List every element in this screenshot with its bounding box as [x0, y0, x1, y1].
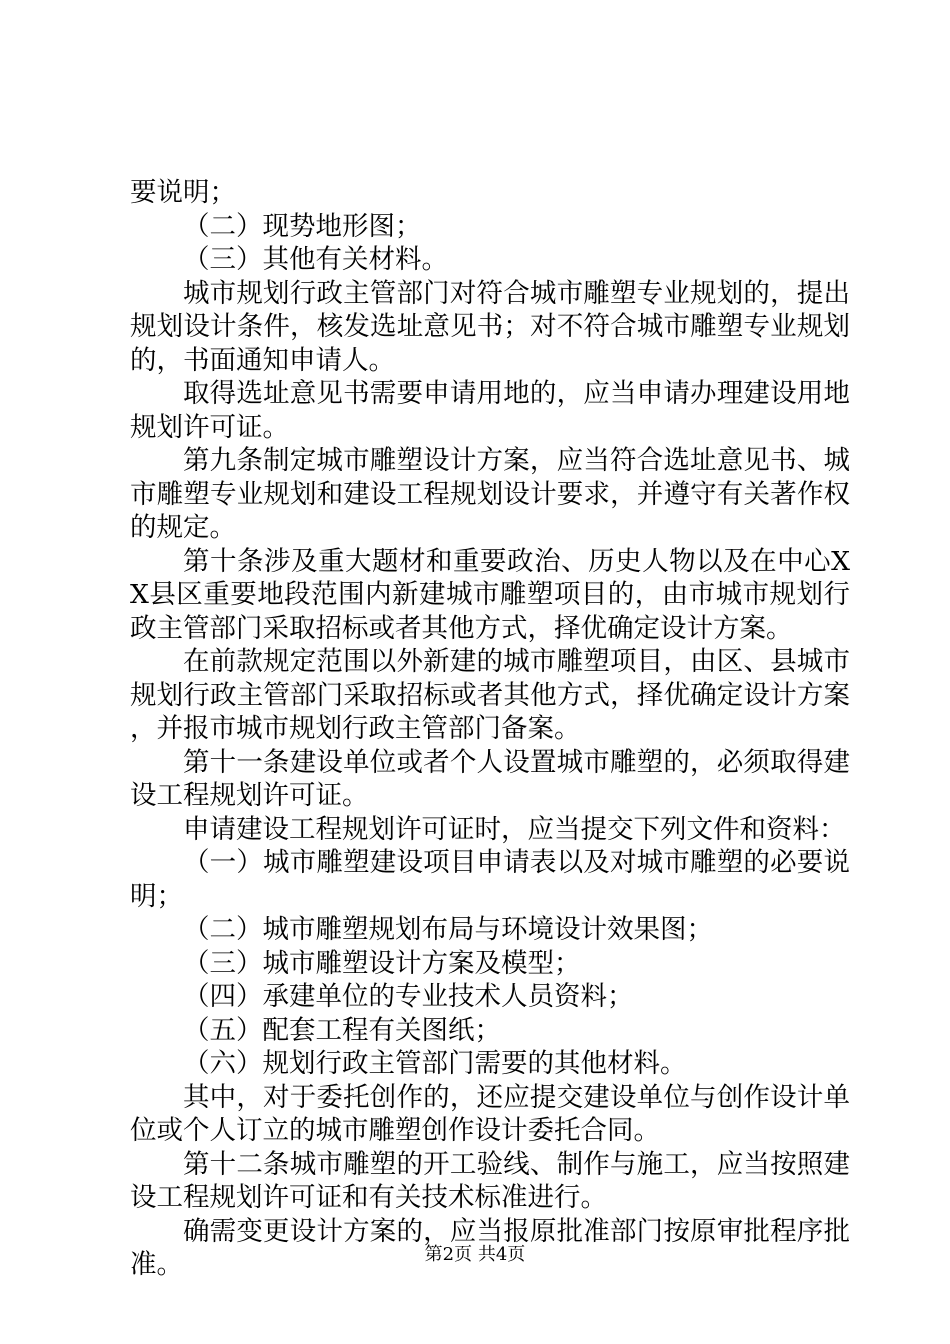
article-paragraph: 第十二条城市雕塑的开工验线、制作与施工，应当按照建设工程规划许可证和有关技术标准进行。: [130, 1148, 850, 1213]
paragraph: 在前款规定范围以外新建的城市雕塑项目，由区、县城市规划行政主管部门采取招标或者其他方式，择优确定设计方案，并报市城市规划行政主管部门备案。: [130, 646, 850, 744]
list-item-paragraph: （二）现势地形图；: [183, 210, 422, 242]
page-footer: 第2页 共4页: [424, 1244, 526, 1265]
article-paragraph: 第九条制定城市雕塑设计方案，应当符合选址意见书、城市雕塑专业规划和建设工程规划设计要求，并遵守有关著作权的规定。: [130, 445, 850, 543]
list-item-paragraph: （三）其他有关材料。: [183, 244, 448, 275]
paragraph: 取得选址意见书需要申请用地的，应当申请办理建设用地规划许可证。: [130, 378, 850, 443]
list-item-paragraph: （四）承建单位的专业技术人员资料；: [183, 981, 634, 1012]
list-item-paragraph: （二）城市雕塑规划布局与环境设计效果图；: [183, 914, 713, 945]
article-paragraph: 第十一条建设单位或者个人设置城市雕塑的，必须取得建设工程规划许可证。: [130, 746, 850, 811]
list-item-paragraph: （三）城市雕塑设计方案及模型；: [183, 947, 581, 979]
paragraph: 其中，对于委托创作的，还应提交建设单位与创作设计单位或个人订立的城市雕塑创作设计委托合同。: [130, 1081, 850, 1146]
article-paragraph: 第十条涉及重大题材和重要政治、历史人物以及在中心XX县区重要地段范围内新建城市雕塑项目的，由市城市规划行政主管部门采取招标或者其他方式，择优确定设计方案。: [130, 545, 850, 644]
list-item-paragraph: （五）配套工程有关图纸；: [183, 1014, 501, 1046]
paragraph: 确需变更设计方案的，应当报原批准部门按原审批程序批准。: [130, 1215, 850, 1280]
document-body: [130, 176, 850, 1282]
list-item-paragraph: （一）城市雕塑建设项目申请表以及对城市雕塑的必要说明；: [130, 847, 850, 912]
list-item-paragraph: （六）规划行政主管部门需要的其他材料。: [183, 1048, 687, 1079]
paragraph: 城市规划行政主管部门对符合城市雕塑专业规划的，提出规划设计条件，核发选址意见书；对不符合城市雕塑专业规划的，书面通知申请人。: [130, 277, 850, 376]
paragraph: 要说明；: [130, 177, 236, 208]
paragraph: 申请建设工程规划许可证时，应当提交下列文件和资料：: [183, 813, 846, 845]
